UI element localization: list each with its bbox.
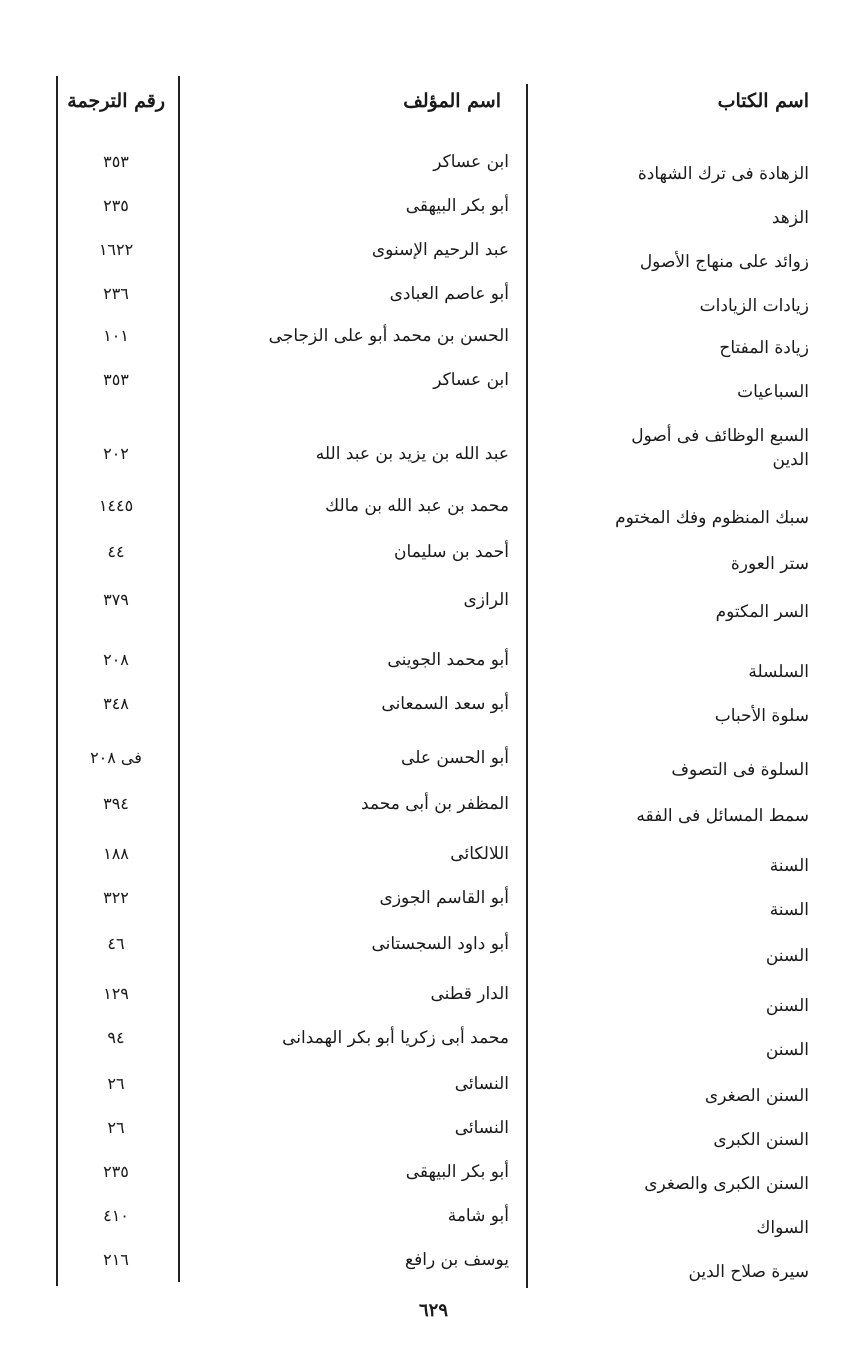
- table-row: [0, 540, 867, 584]
- table-row: [0, 238, 867, 282]
- table-row: [0, 150, 867, 194]
- book-title: زوائد على منهاج الأصول: [639, 252, 809, 272]
- book-title: الزهد: [771, 208, 809, 228]
- biography-number: ٢٠٨: [103, 650, 129, 669]
- author-name: محمد بن عبد الله بن مالك: [325, 496, 509, 516]
- biography-number: ٢١٦: [103, 1250, 129, 1269]
- header-biography-number: رقم الترجمة: [67, 90, 165, 112]
- biography-number: ٤١٠: [103, 1206, 129, 1225]
- biography-number: ٣٥٣: [103, 370, 129, 389]
- author-name: الدار قطنى: [430, 984, 509, 1004]
- biography-number: ٢٣٦: [103, 284, 129, 303]
- book-title: الزهادة فى ترك الشهادة: [637, 164, 809, 184]
- book-title: ستر العورة: [730, 554, 809, 574]
- book-title: السبع الوظائف فى أصول الدين: [631, 426, 809, 470]
- table-row: [0, 746, 867, 790]
- table-row: [0, 426, 867, 486]
- table-row: [0, 648, 867, 692]
- biography-number: ٣٥٣: [103, 152, 129, 171]
- table-row: [0, 324, 867, 368]
- header-author-name: اسم المؤلف: [403, 90, 501, 112]
- biography-number: ٣٧٩: [103, 590, 129, 609]
- biography-number: ٣٢٢: [103, 888, 129, 907]
- book-title: السنن الكبرى والصغرى: [644, 1174, 809, 1194]
- author-name: النسائى: [454, 1118, 509, 1138]
- biography-number: ٢٦: [107, 1074, 125, 1093]
- author-name: أبو شامة: [447, 1206, 509, 1226]
- book-title: زيادات الزيادات: [699, 296, 809, 316]
- author-name: أبو داود السجستانى: [371, 934, 509, 954]
- table-row: [0, 692, 867, 736]
- author-name: أبو محمد الجوينى: [387, 650, 509, 670]
- biography-number: ١٨٨: [103, 844, 129, 863]
- page-number: ٦٢٩: [418, 1300, 448, 1321]
- table-row: [0, 1204, 867, 1248]
- table-row: [0, 282, 867, 326]
- book-title: السواك: [756, 1218, 809, 1238]
- author-name: أبو القاسم الجوزى: [379, 888, 509, 908]
- author-name: الرازى: [463, 590, 509, 610]
- biography-number: ٤٤: [107, 542, 125, 561]
- author-name: أبو الحسن على: [401, 748, 509, 768]
- table-row: [0, 494, 867, 538]
- author-name: أبو بكر البيهقى: [405, 1162, 509, 1182]
- table-row: [0, 982, 867, 1026]
- biography-number: ٩٤: [107, 1028, 125, 1047]
- book-title: زيادة المفتاح: [719, 338, 809, 358]
- book-title: السنة: [769, 900, 809, 920]
- table-row: [0, 1248, 867, 1292]
- biography-number: ٣٩٤: [103, 794, 129, 813]
- header-book-title: اسم الكتاب: [717, 90, 809, 112]
- table-row: [0, 1026, 867, 1070]
- biography-number: ٣٤٨: [103, 694, 129, 713]
- biography-number: ٤٦: [107, 934, 125, 953]
- book-title: سيرة صلاح الدين: [688, 1262, 809, 1282]
- biography-number: ٢٠٢: [103, 444, 129, 463]
- table-row: [0, 194, 867, 238]
- table-row: [0, 1072, 867, 1116]
- biography-number: ١٢٩: [103, 984, 129, 1003]
- book-title: سبك المنظوم وفك المختوم: [615, 508, 809, 528]
- table-row: [0, 886, 867, 930]
- biography-number: ٢٣٥: [103, 196, 129, 215]
- biography-number: ٢٣٥: [103, 1162, 129, 1181]
- table-row: [0, 842, 867, 886]
- table-row: [0, 1160, 867, 1204]
- author-name: محمد أبى زكريا أبو بكر الهمدانى: [282, 1028, 509, 1048]
- author-name: عبد الرحيم الإسنوى: [371, 240, 509, 260]
- author-name: المظفر بن أبى محمد: [361, 794, 509, 814]
- book-title: السنن: [765, 946, 809, 966]
- biography-number: ١٠١: [103, 326, 129, 345]
- book-title: سمط المسائل فى الفقه: [636, 806, 809, 826]
- book-title: السنن الصغرى: [704, 1086, 809, 1106]
- author-name: ابن عساكر: [433, 152, 509, 172]
- table-row: [0, 588, 867, 632]
- book-title: السنن: [765, 996, 809, 1016]
- book-title: السر المكتوم: [715, 602, 809, 622]
- book-title: السنة: [769, 856, 809, 876]
- book-title: السباعيات: [737, 382, 809, 402]
- book-title: السنن الكبرى: [713, 1130, 809, 1150]
- author-name: ابن عساكر: [433, 370, 509, 390]
- author-name: أبو بكر البيهقى: [405, 196, 509, 216]
- author-name: أحمد بن سليمان: [394, 542, 509, 562]
- biography-number: ٢٦: [107, 1118, 125, 1137]
- author-name: يوسف بن رافع: [405, 1250, 509, 1270]
- book-title: السلوة فى التصوف: [671, 760, 809, 780]
- book-title: سلوة الأحباب: [714, 706, 809, 726]
- book-title: السنن: [765, 1040, 809, 1060]
- biography-number: ١٤٤٥: [98, 496, 134, 515]
- biography-number: فى ٢٠٨: [90, 748, 142, 767]
- table-row: [0, 368, 867, 412]
- author-name: عبد الله بن يزيد بن عبد الله: [315, 444, 509, 464]
- author-name: أبو سعد السمعانى: [381, 694, 509, 714]
- author-name: أبو عاصم العبادى: [389, 284, 509, 304]
- table-row: [0, 932, 867, 976]
- biography-number: ١٦٢٢: [98, 240, 134, 259]
- table-row: [0, 1116, 867, 1160]
- author-name: النسائى: [454, 1074, 509, 1094]
- table-row: [0, 792, 867, 836]
- book-title: السلسلة: [748, 662, 809, 682]
- author-name: الحسن بن محمد أبو على الزجاجى: [268, 326, 509, 346]
- author-name: اللالكائى: [450, 844, 509, 864]
